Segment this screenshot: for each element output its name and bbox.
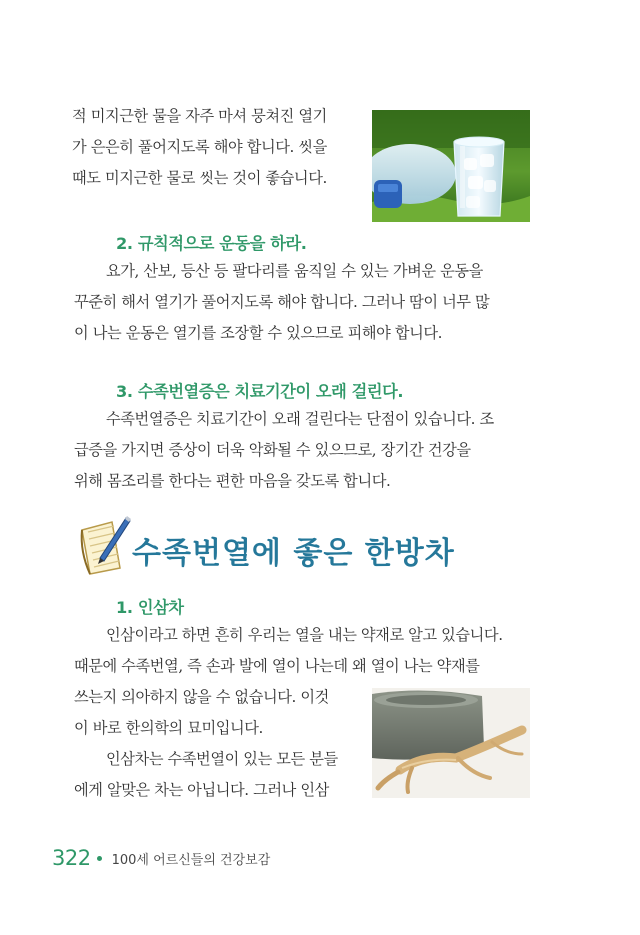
section-2-paragraph: [74, 256, 532, 349]
ginseng-photo: [372, 688, 530, 798]
text-line: 인삼차는 수족번열이 있는 모든 분들: [106, 750, 338, 768]
text-line: 급증을 가지면 증상이 더욱 악화될 수 있으므로, 장기간 건강을: [74, 441, 471, 459]
text-line: 때문에 수족번열, 즉 손과 발에 열이 나는데 왜 열이 나는 약재를: [74, 657, 480, 675]
text-line: 이 바로 한의학의 묘미입니다.: [74, 719, 263, 737]
intro-paragraph: [72, 101, 356, 194]
text-line: 적 미지근한 물을 자주 마셔 뭉쳐진 열기: [72, 107, 327, 125]
main-heading: 수족번열에 좋은 한방차: [132, 536, 455, 571]
page-footer: [52, 846, 270, 870]
section-3-title: 3. 수족번열증은 치료기간이 오래 걸린다.: [116, 382, 404, 401]
section-3-paragraph: [74, 404, 532, 497]
text-line: 위해 몸조리를 한다는 편한 마음을 갖도록 합니다.: [74, 472, 391, 490]
text-line: 가 은은히 풀어지도록 해야 합니다. 씻을: [72, 138, 327, 156]
section-2-title: 2. 규칙적으로 운동을 하라.: [116, 234, 307, 253]
ice-water-photo: [372, 110, 530, 222]
page-number: 322: [52, 846, 91, 870]
text-line: 꾸준히 해서 열기가 풀어지도록 해야 합니다. 그러나 땀이 너무 많: [74, 293, 490, 311]
notepad-pen-icon: [76, 512, 134, 576]
text-line: 수족번열증은 치료기간이 오래 걸린다는 단점이 있습니다. 조: [106, 410, 494, 428]
bullet-dot-icon: [97, 856, 102, 861]
text-line: 때도 미지근한 물로 씻는 것이 좋습니다.: [72, 169, 327, 187]
text-line: 에게 알맞은 차는 아닙니다. 그러나 인삼: [74, 781, 329, 799]
ginseng-paragraph-narrow: [74, 682, 362, 806]
ginseng-illustration: [372, 688, 530, 798]
ice-water-illustration: [372, 110, 530, 222]
text-line: 이 나는 운동은 열기를 조장할 수 있으므로 피해야 합니다.: [74, 324, 443, 342]
text-line: 쓰는지 의아하지 않을 수 없습니다. 이것: [74, 688, 329, 706]
ginseng-tea-title: 1. 인삼차: [116, 598, 184, 617]
book-title: 100세 어르신들의 건강보감: [111, 852, 271, 868]
ginseng-paragraph-full: [74, 620, 532, 682]
text-line: 인삼이라고 하면 흔히 우리는 열을 내는 약재로 알고 있습니다.: [106, 626, 503, 644]
text-line: 요가, 산보, 등산 등 팔다리를 움직일 수 있는 가벼운 운동을: [106, 262, 483, 280]
notepad-pen-icon-graphic: [76, 512, 134, 576]
